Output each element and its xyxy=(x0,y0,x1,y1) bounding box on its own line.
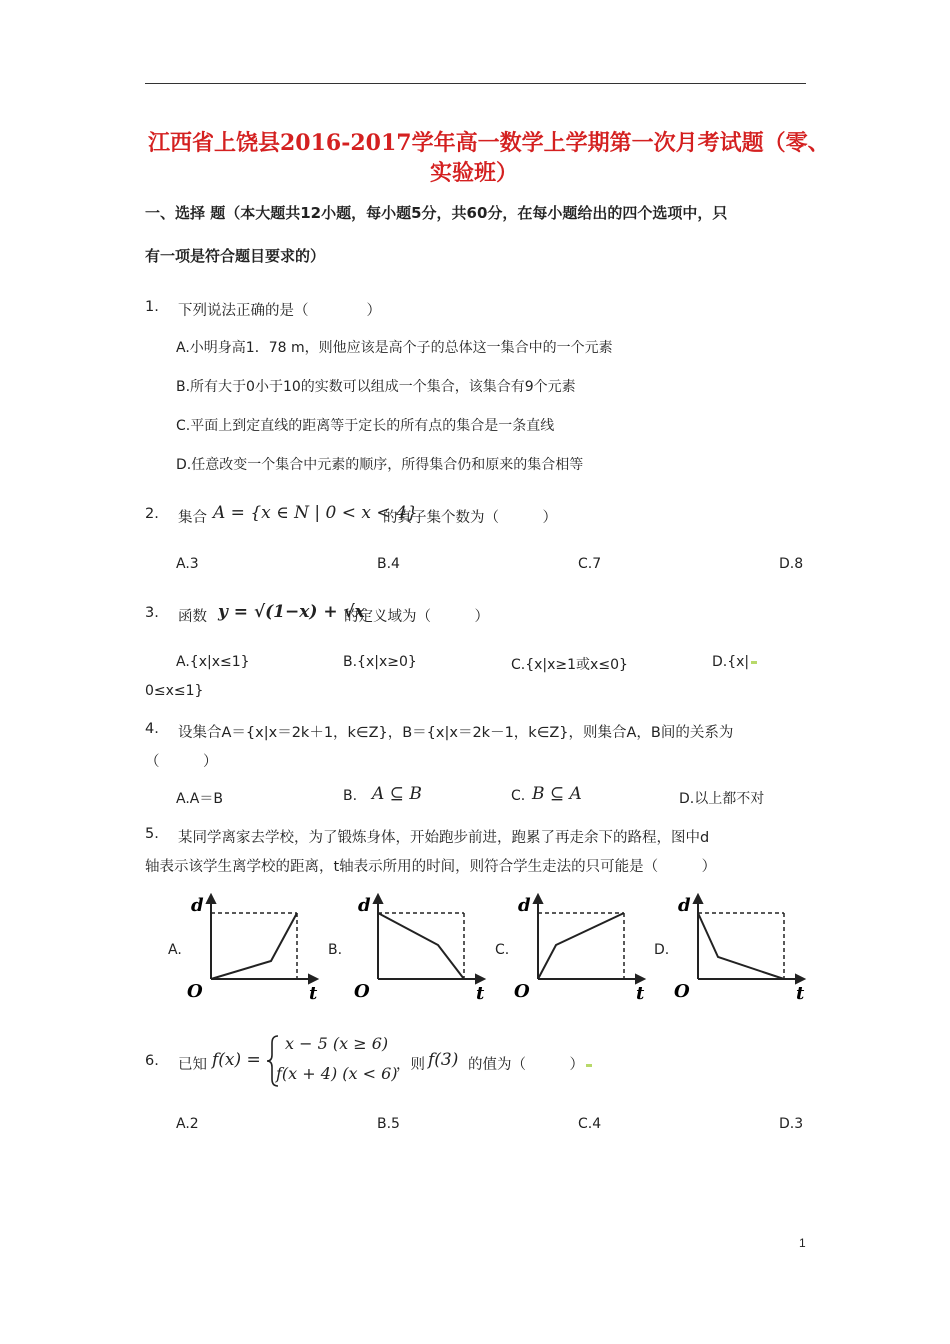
q6-stem-pre: 已知 xyxy=(178,1057,207,1073)
q6-option-c: C.4 xyxy=(578,1116,602,1132)
q3-stem-post: 的定义域为（ ） xyxy=(344,609,489,625)
page-title-line1: 江西省上饶县2016-2017学年高一数学上学期第一次月考试题（零、 xyxy=(148,130,830,156)
q5-graph-d xyxy=(672,893,812,1003)
q2-option-d: D.8 xyxy=(779,556,804,572)
q6-stem-post-text: 的值为（ ） xyxy=(468,1057,584,1073)
q3-option-d-text: D.{x| xyxy=(712,654,750,670)
q1-option-d: D.任意改变一个集合中元素的顺序，所得集合仍和原来的集合相等 xyxy=(176,457,584,473)
q5-number: 5. xyxy=(145,826,159,842)
section-heading-line2: 有一项是符合题目要求的） xyxy=(145,247,326,265)
q5-graph-a-label: A. xyxy=(168,942,182,958)
q5-graph-c-axis-t: t xyxy=(636,983,645,1003)
q6-case-1: x − 5 (x ≥ 6) xyxy=(285,1034,389,1053)
q5-stem-continued: 轴表示该学生离学校的距离，t轴表示所用的时间，则符合学生走法的只可能是（ ） xyxy=(145,859,717,875)
q5-graph-d-axis-d: d xyxy=(678,895,691,916)
q4-stem: 设集合A＝{x|x＝2k＋1，k∈Z}，B＝{x|x＝2k－1，k∈Z}，则集合A，B间的关系为 xyxy=(178,725,734,741)
header-rule xyxy=(145,83,806,84)
q3-option-d-continued: 0≤x≤1} xyxy=(145,683,204,699)
q5-graph-b xyxy=(352,893,492,1003)
section-heading-line1: 一、选择 题（本大题共12小题，每小题5分，共60分，在每小题给出的四个选项中，只 xyxy=(145,204,728,222)
q6-number: 6. xyxy=(145,1053,159,1069)
q1-option-b: B.所有大于0小于10的实数可以组成一个集合，该集合有9个元素 xyxy=(176,379,576,395)
q5-stem: 某同学离家去学校，为了锻炼身体，开始跑步前进，跑累了再走余下的路程，图中d xyxy=(178,830,710,846)
q6-f3: f(3) xyxy=(428,1050,459,1070)
q5-graph-d-label: D. xyxy=(654,942,670,958)
q2-stem-post: 的真子集个数为（ ） xyxy=(383,510,557,526)
q2-stem-pre: 集合 xyxy=(178,510,207,526)
q5-graph-c-origin: O xyxy=(514,981,530,1002)
q5-graph-a-origin: O xyxy=(187,981,203,1002)
q1-option-a: A.小明身高1．78 m，则他应该是高个子的总体这一集合中的一个元素 xyxy=(176,340,613,356)
q5-graph-c-axis-d: d xyxy=(518,895,531,916)
page-title-line2: 实验班） xyxy=(430,160,519,186)
q6-stem-post xyxy=(468,1053,592,1074)
q1-option-c: C.平面上到定直线的距离等于定长的所有点的集合是一条直线 xyxy=(176,418,555,434)
q5-graph-b-origin: O xyxy=(354,981,370,1002)
q4-option-a: A.A＝B xyxy=(176,791,223,807)
q6-option-a: A.2 xyxy=(176,1116,199,1132)
q5-graph-b-label: B. xyxy=(328,942,343,958)
q3-option-a: A.{x|x≤1} xyxy=(176,654,250,670)
q5-graph-d-origin: O xyxy=(674,981,690,1002)
q2-number: 2. xyxy=(145,506,159,522)
q2-option-c: C.7 xyxy=(578,556,602,572)
q3-option-c: C.{x|x≥1或x≤0} xyxy=(511,657,628,673)
q4-option-c-math: B ⊆ A xyxy=(532,784,582,804)
q3-function-expression: y = √(1−x) + √x xyxy=(218,602,365,622)
q6-stem-mid: ，则 xyxy=(396,1057,425,1073)
q2-set-expression: A = {x ∈ N | 0 < x < 4} xyxy=(213,503,418,523)
q6-option-d: D.3 xyxy=(779,1116,804,1132)
q4-option-b-label: B. xyxy=(343,788,358,804)
q5-graph-a-axis-d: d xyxy=(191,895,204,916)
q5-graph-a-axis-t: t xyxy=(309,983,318,1003)
q4-option-b-math: A ⊆ B xyxy=(372,784,422,804)
q3-option-d xyxy=(712,654,757,670)
q3-number: 3. xyxy=(145,605,159,621)
q6-case-2: f(x + 4) (x < 6) xyxy=(276,1064,398,1083)
q2-option-a: A.3 xyxy=(176,556,199,572)
q4-number: 4. xyxy=(145,721,159,737)
q5-graph-c-label: C. xyxy=(495,942,510,958)
q5-graph-c xyxy=(512,893,652,1003)
q3-stem-pre: 函数 xyxy=(178,609,207,625)
highlight-mark xyxy=(751,661,757,664)
q5-graph-b-axis-d: d xyxy=(358,895,371,916)
q6-function-name: f(x) = xyxy=(212,1050,261,1070)
q5-graph-a xyxy=(185,893,325,1003)
q4-option-c-label: C. xyxy=(511,788,526,804)
q3-option-b: B.{x|x≥0} xyxy=(343,654,417,670)
q4-option-d: D.以上都不对 xyxy=(679,791,765,807)
highlight-mark xyxy=(586,1064,592,1067)
q5-graph-b-axis-t: t xyxy=(476,983,485,1003)
q1-number: 1. xyxy=(145,299,159,315)
q4-stem-continued: （ ） xyxy=(145,754,218,770)
q2-option-b: B.4 xyxy=(377,556,400,572)
q5-graph-d-axis-t: t xyxy=(796,983,805,1003)
q6-option-b: B.5 xyxy=(377,1116,400,1132)
q1-stem: 下列说法正确的是（ ） xyxy=(178,303,381,319)
page-number: 1 xyxy=(799,1236,806,1250)
